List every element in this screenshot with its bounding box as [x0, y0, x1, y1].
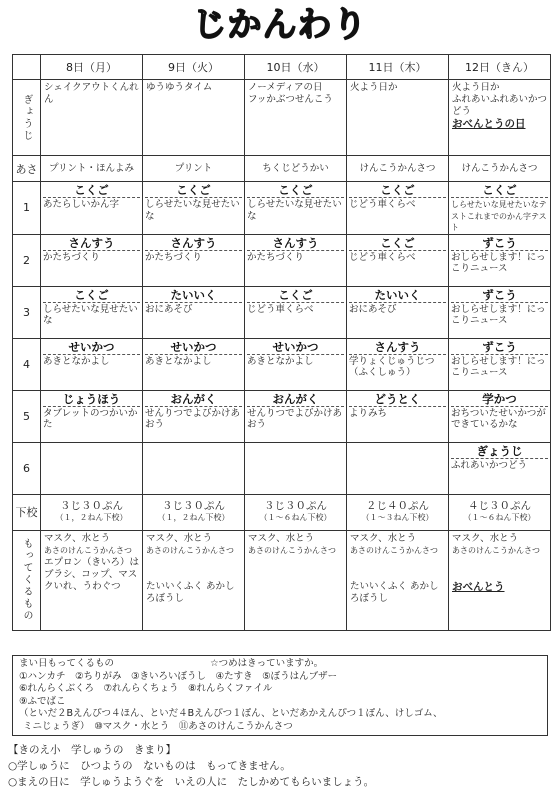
lesson-cell [449, 286, 551, 338]
lesson-cell [347, 338, 449, 390]
period-number: 6 [13, 442, 41, 494]
subject-name: ぎょうじ [451, 445, 548, 459]
lesson-description: あきとなかよし [247, 355, 314, 367]
row-label: 下校 [13, 494, 41, 530]
lesson-description: 学りょくじゅうじつ（ふくしゅう） [349, 355, 435, 378]
period-rows [13, 182, 551, 495]
lesson-description: しらせたいな見せたいな [43, 303, 138, 326]
motte-cell: マスク、水とう あさのけんこうかんさつ たいいくふく あかしろぼうし [347, 530, 449, 630]
lesson-cell [347, 234, 449, 286]
rules-line: ○まえの日に 学しゅうようぐを いえの人に たしかめてもらいましょう。 [8, 776, 375, 788]
period-row [13, 442, 551, 494]
subject-name: さんすう [43, 237, 140, 251]
gekou-cell: ３じ３０ぷん （１，２ねん下校） [143, 494, 245, 530]
motte-cell: マスク、水とう あさのけんこうかんさつ [245, 530, 347, 630]
lesson-description: おにあそび [349, 303, 397, 315]
row-label: ぎょうじ [13, 80, 41, 156]
lesson-description [41, 445, 142, 446]
subject-name: こくご [145, 184, 242, 198]
subject-name: おんがく [247, 393, 344, 407]
lesson-cell [347, 442, 449, 494]
lesson-description: あきとなかよし [145, 355, 212, 367]
subject-name: せいかつ [43, 341, 140, 355]
period-row [13, 182, 551, 235]
subject-name: さんすう [145, 237, 242, 251]
lesson-cell [41, 234, 143, 286]
subject-name: こくご [43, 184, 140, 198]
daily-line: ⑥れんらくぶくろ ⑦れんらくちょう ⑧れんらくファイル [19, 683, 273, 694]
lesson-cell [245, 390, 347, 442]
daily-line: ⑨ふでばこ [19, 695, 66, 707]
lesson-description: おにあそび [145, 303, 193, 315]
motte-cell: マスク、水とう あさのけんこうかんさつ おべんとう [449, 530, 551, 630]
subject-name: こくご [349, 184, 446, 198]
daily-line: ミニじょうぎ） ⑩マスク・水とう ⑪あさのけんこうかんさつ [23, 720, 293, 732]
corner-cell [13, 55, 41, 80]
lesson-description: おしらせします！にっこりニュース [451, 303, 546, 326]
subject-name: たいいく [349, 289, 446, 303]
daily-heading: まい日もってくるもの [19, 658, 115, 669]
gekou-cell: ４じ３０ぷん （１〜６ねん下校） [449, 494, 551, 530]
lesson-cell [41, 182, 143, 235]
subject-name: こくご [43, 289, 140, 303]
daily-line: ①ハンカチ ②ちりがみ ③きいろいぼうし ④たすき ⑤ぼうはんブザー [19, 670, 338, 682]
lesson-description: じどう車くらべ [349, 199, 416, 210]
asa-cell: プリント [143, 156, 245, 182]
lesson-description: じどう車くらべ [247, 303, 314, 315]
lesson-description: おしらせします！にっこりニュース [451, 251, 546, 274]
asa-row [13, 156, 551, 182]
lesson-cell [143, 338, 245, 390]
subject-name: こくご [247, 289, 344, 303]
subject-name: たいいく [145, 289, 242, 303]
daily-heading-line [19, 658, 541, 671]
subject-name: こくご [349, 237, 446, 251]
subject-name: せいかつ [145, 341, 242, 355]
lesson-description [143, 445, 244, 446]
lesson-description [245, 445, 346, 446]
lesson-cell [41, 286, 143, 338]
rules-line: ○学しゅうに ひつようの ないものは もってきません。 [8, 760, 291, 772]
lesson-cell [245, 442, 347, 494]
lesson-cell [245, 182, 347, 235]
lesson-cell [143, 390, 245, 442]
day-header: 11日（木） [347, 55, 449, 80]
lesson-description: せんりつでよびかけあおう [145, 407, 241, 430]
period-number: 5 [13, 390, 41, 442]
subject-name: ずこう [451, 237, 548, 251]
header-row [13, 55, 551, 80]
lesson-cell [347, 182, 449, 235]
lesson-cell [449, 338, 551, 390]
asa-cell: ちくじどうかい [245, 156, 347, 182]
period-row [13, 390, 551, 442]
subject-name: じょうほう [43, 393, 140, 407]
row-label: もってくるもの [13, 530, 41, 630]
nail-note: ☆つめはきっていますか。 [210, 658, 324, 669]
lesson-description: おちついたせいかつができているかな [451, 407, 546, 430]
subject-name: ずこう [451, 289, 548, 303]
daily-items-box [12, 655, 548, 736]
subject-name: さんすう [349, 341, 446, 355]
period-row [13, 234, 551, 286]
lesson-cell [347, 286, 449, 338]
lesson-cell [449, 442, 551, 494]
lesson-description: しらせたいな見せたいなテストこれまでのかん字テスト [451, 200, 547, 232]
period-number: 3 [13, 286, 41, 338]
gyouji-row [13, 80, 551, 156]
lesson-description: ふれあいかつどう [451, 459, 528, 471]
lesson-cell [41, 442, 143, 494]
day-header: 12日（きん） [449, 55, 551, 80]
gekou-cell: ３じ３０ぷん （１〜６ねん下校） [245, 494, 347, 530]
lesson-cell [449, 234, 551, 286]
lesson-description: じどう車くらべ [349, 251, 416, 263]
gekou-row [13, 494, 551, 530]
asa-cell: けんこうかんさつ [449, 156, 551, 182]
lesson-cell [245, 338, 347, 390]
lesson-description: あきとなかよし [43, 355, 110, 367]
gyouji-cell: 火よう日か ふれあいふれあいかつどう おべんとうの日 [449, 80, 551, 156]
gyouji-cell: ゆうゆうタイム [143, 80, 245, 156]
day-header: 8日（月） [41, 55, 143, 80]
gekou-cell: ２じ４０ぷん （１〜３ねん下校） [347, 494, 449, 530]
asa-cell: けんこうかんさつ [347, 156, 449, 182]
lesson-cell [347, 390, 449, 442]
timetable [12, 54, 551, 631]
rules-heading: 【きのえ小 学しゅうの きまり】 [8, 744, 176, 756]
subject-name: さんすう [247, 237, 344, 251]
period-number: 2 [13, 234, 41, 286]
row-label: あさ [13, 156, 41, 182]
lesson-cell [41, 390, 143, 442]
lesson-cell [41, 338, 143, 390]
daily-line: （といだ２Bえんぴつ４ほん、といだ４Bえんぴつ１ぽん、といだあかえんぴつ１ぽん、けしゴム、 [19, 708, 443, 719]
title-text: じかんわり [192, 5, 368, 45]
subject-name: せいかつ [247, 341, 344, 355]
lesson-description: よりみち [349, 407, 388, 419]
subject-name: こくご [247, 184, 344, 198]
gekou-cell: ３じ３０ぷん （１，２ねん下校） [41, 494, 143, 530]
lesson-cell [449, 390, 551, 442]
lesson-description: あたらしいかん字 [43, 199, 120, 210]
gyouji-cell: シェイクアウトくんれん [41, 80, 143, 156]
lesson-description: しらせたいな見せたいな [247, 199, 342, 222]
period-row [13, 338, 551, 390]
subject-name: ずこう [451, 341, 548, 355]
lesson-cell [143, 286, 245, 338]
lesson-cell [143, 234, 245, 286]
lesson-description: せんりつでよびかけあおう [247, 407, 343, 430]
lesson-cell [143, 442, 245, 494]
day-header: 9日（火） [143, 55, 245, 80]
day-header: 10日（水） [245, 55, 347, 80]
study-rules [8, 742, 553, 790]
asa-cell: プリント・ほんよみ [41, 156, 143, 182]
page-title [150, 2, 410, 48]
motte-row [13, 530, 551, 630]
lesson-description: かたちづくり [43, 251, 100, 263]
lesson-description: しらせたいな見せたいな [145, 199, 240, 222]
lesson-cell [449, 182, 551, 235]
lesson-description: かたちづくり [145, 251, 202, 263]
lesson-cell [143, 182, 245, 235]
lesson-cell [245, 286, 347, 338]
lesson-description [347, 445, 448, 446]
gyouji-cell: ノーメディアの日 フッかぶつせんこう [245, 80, 347, 156]
period-row [13, 286, 551, 338]
subject-name: おんがく [145, 393, 242, 407]
motte-cell: マスク、水とう あさのけんこうかんさつ たいいくふく あかしろぼうし [143, 530, 245, 630]
lesson-cell [245, 234, 347, 286]
lesson-description: おしらせします！にっこりニュース [451, 355, 546, 378]
lesson-description: かたちづくり [247, 251, 304, 263]
subject-name: 学かつ [451, 393, 548, 407]
period-number: 1 [13, 182, 41, 235]
lesson-description: タブレットのつかいかた [43, 407, 138, 430]
motte-cell: マスク、水とう あさのけんこうかんさつ エプロン（きいろ）はブラシ、コップ、マスクいれ、うわぐつ [41, 530, 143, 630]
subject-name: こくご [451, 184, 548, 198]
period-number: 4 [13, 338, 41, 390]
gyouji-cell: 火よう日か [347, 80, 449, 156]
subject-name: どうとく [349, 393, 446, 407]
